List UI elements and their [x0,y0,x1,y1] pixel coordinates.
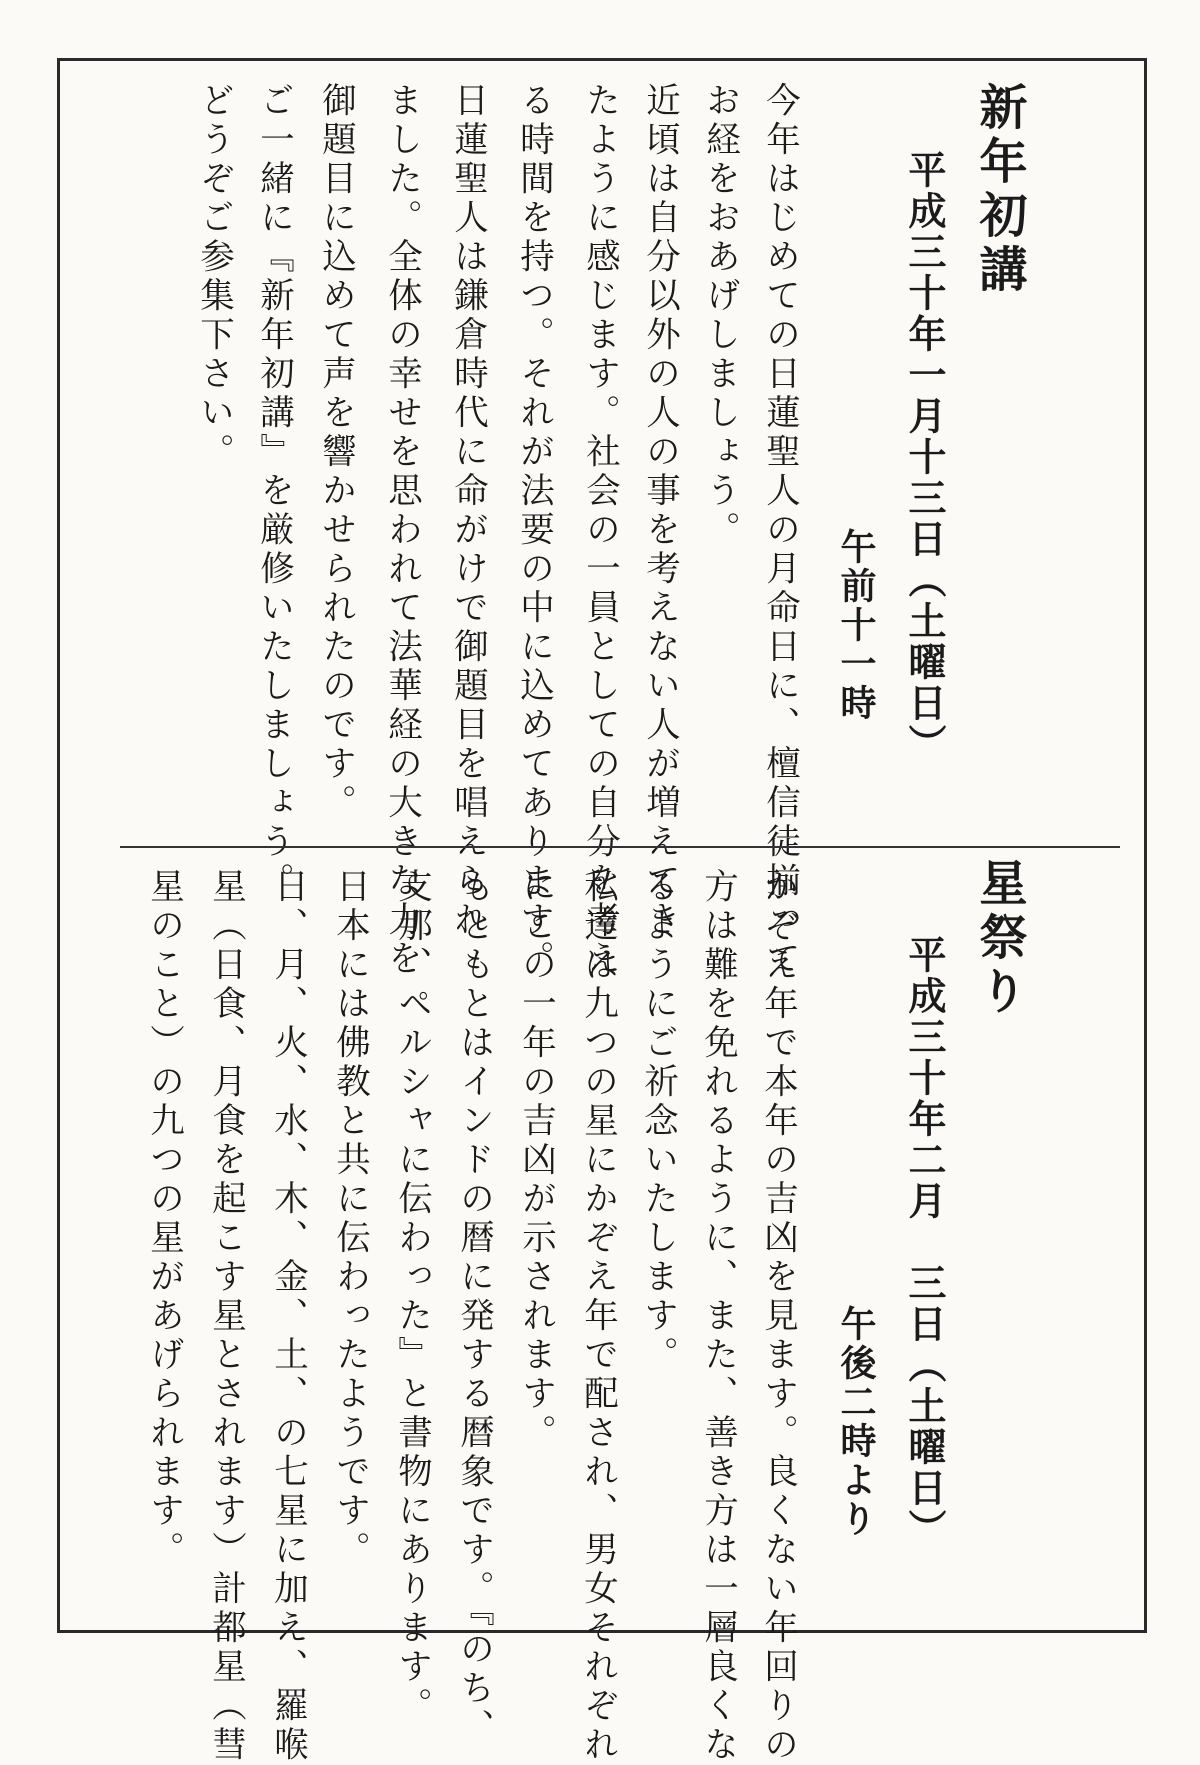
section1-body-line: 日蓮聖人は鎌倉時代に命がけで御題目を唱えられ [447,82,488,940]
section2-time: 午後二時より [835,1305,877,1539]
section2-date: 平成三十年二月 三日（土曜日） [902,935,947,1550]
section1-body-line: 今年はじめての日蓮聖人の月命日に、檀信徒揃って [759,82,800,979]
section1-body-line: 近頃は自分以外の人の事を考えない人が増えてき [639,82,680,940]
section2-title: 星祭り [971,858,1027,1020]
section1-body-line: ました。全体の幸せを思われて法華経の大きな力を [381,82,422,979]
section1-date: 平成三十年一月十三日（土曜日） [902,150,947,765]
section2-body-line: 私達は九つの星にかぞえ年で配され、男女それぞれ [577,868,618,1765]
section2-body-line: 日、月、火、水、木、金、土、の七星に加え、羅喉 [267,868,308,1765]
section1-body-line: お経をおあげしましょう。 [699,82,740,550]
section1-body-line: たように感じます。社会の一員としての自分を考え [579,82,620,979]
section1-time: 午前十一時 [835,528,877,723]
section2-body-line: もともとはインドの暦に発する暦象です。『のち、 [453,868,494,1748]
section2-body-line: るようにご祈念いたします。 [637,868,678,1375]
section-divider [120,846,1120,848]
section2-body-line: 方は難を免れるように、また、善き方は一層良くな [697,868,738,1765]
section1-body-line: ご一緒に『新年初講』を厳修いたしましょう。 [253,82,294,901]
section1-body-line: どうぞご参集下さい。 [193,82,234,472]
section1-body-line: 御題目に込めて声を響かせられたのです。 [315,82,356,823]
section1-title: 新年初講 [971,82,1027,298]
section2-body-line: 支那、ペルシャに伝わった』と書物にあります。 [391,868,432,1726]
section2-body-line: かぞえ年で本年の吉凶を見ます。良くない年回りの [757,868,798,1765]
section2-body-line: 星（日食、月食を起こす星とされます）計都星（彗 [205,868,246,1765]
section1-body-line: る時間を持つ。それが法要の中に込めてあります。 [513,82,554,979]
section2-body-line: 日本には佛教と共に伝わったようです。 [329,868,370,1570]
section2-body-line: 星のこと）の九つの星があげられます。 [143,868,184,1570]
section2-body-line: にこの一年の吉凶が示されます。 [515,868,556,1453]
